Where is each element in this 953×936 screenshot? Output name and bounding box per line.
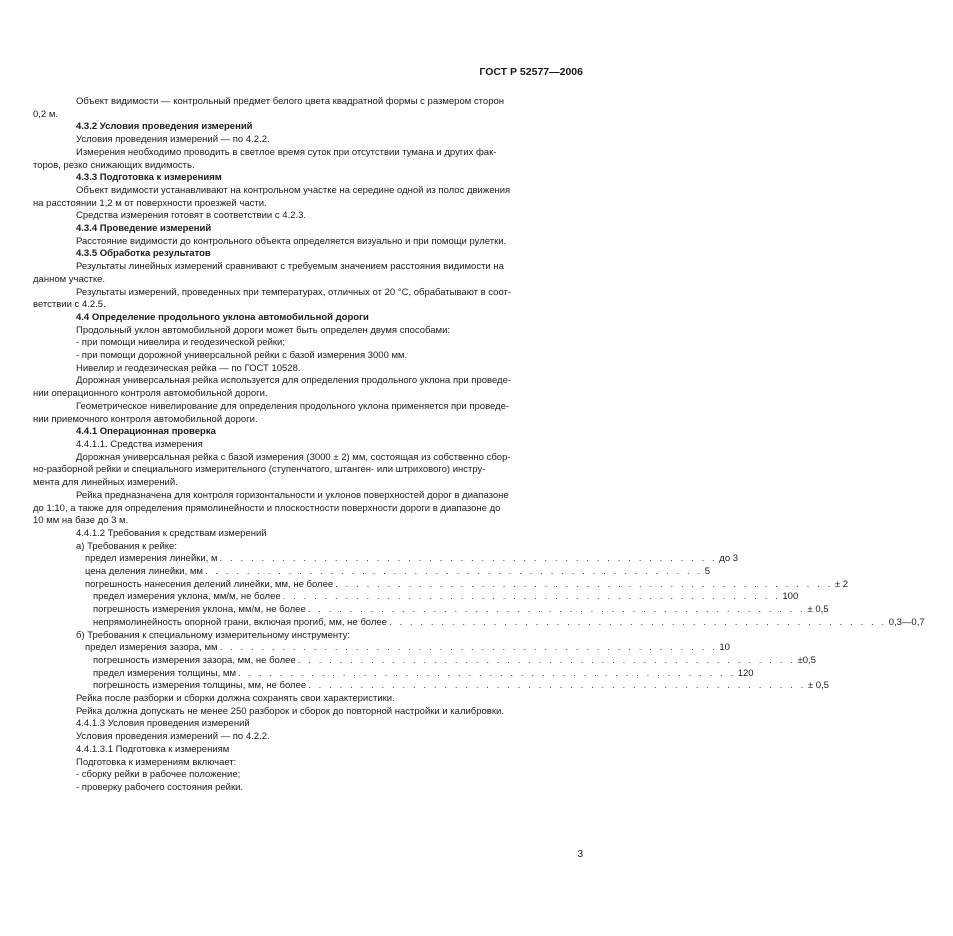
paragraph-line: 0,2 м.	[33, 108, 59, 120]
spec-row	[33, 566, 710, 579]
dot-leader: . . . . . . . . . . . . . . . . . . . . . . . . . . . . . . . . . . . . . . . . . . . . . . . .	[219, 553, 718, 565]
spec-value: ± 0,5	[807, 604, 829, 616]
tool-spec-list	[33, 642, 829, 693]
paragraph-line: 10 мм на базе до 3 м.	[33, 515, 129, 527]
paragraph-line: Рейка предназначена для контроля горизонтальности и уклонов поверхностей дорог в диапазоне	[76, 489, 509, 501]
paragraph-line: ветствии с 4.2.5.	[33, 299, 106, 311]
spec-value: ± 0,5	[807, 680, 829, 692]
spec-label: цена деления линейки, мм	[85, 566, 203, 578]
paragraph-line: нии операционного контроля автомобильной дороги.	[33, 388, 268, 400]
paragraph-line: нии приемочного контроля автомобильной дороги.	[33, 413, 258, 425]
spec-value: 120	[737, 667, 754, 679]
list-heading: а) Требования к рейке:	[76, 540, 177, 552]
spec-value: 5	[704, 566, 710, 578]
list-item: - при помощи дорожной универсальной рейки с базой измерения 3000 мм.	[76, 350, 408, 362]
list-item: - сборку рейки в рабочее положение;	[76, 769, 241, 781]
dot-leader: . . . . . . . . . . . . . . . . . . . . . . . . . . . . . . . . . . . . . . . . . . . . . . . .	[282, 591, 781, 603]
subsection-heading: 4.4.1.2 Требования к средствам измерений	[76, 527, 267, 539]
paragraph-line: до 1:10, а также для определения прямолинейности и плоскостности поверхности дороги в диапазоне до	[33, 502, 501, 514]
spec-label: непрямолинейность опорной грани, включая прогиб, мм, не более	[93, 616, 387, 628]
spec-value: ±0,5	[797, 654, 816, 666]
spec-row	[33, 591, 799, 604]
paragraph-line: Подготовка к измерениям включает:	[76, 756, 237, 768]
spec-row	[33, 578, 849, 592]
list-heading: б) Требования к специальному измерительному инструменту:	[76, 629, 351, 641]
spec-label: погрешность измерения зазора, мм, не более	[93, 654, 296, 666]
paragraph-line: Расстояние видимости до контрольного объекта определяется визуально и при помощи рулетки.	[76, 235, 507, 247]
dot-leader: . . . . . . . . . . . . . . . . . . . . . . . . . . . . . . . . . . . . . . . . . . . . . . . .	[297, 654, 796, 666]
dot-leader: . . . . . . . . . . . . . . . . . . . . . . . . . . . . . . . . . . . . . . . . . . . . . . . .	[237, 667, 736, 679]
paragraph-line: Измерения необходимо проводить в светлое время суток при отсутствии тумана и других фак-	[76, 146, 497, 158]
spec-value: 10	[719, 642, 730, 654]
paragraph-line: данном участке.	[33, 273, 106, 285]
paragraph-line: Условия проведения измерений — по 4.2.2.	[76, 731, 270, 743]
paragraph-line: Нивелир и геодезическая рейка — по ГОСТ 10528.	[76, 362, 301, 374]
spec-row	[33, 654, 816, 668]
document-body	[33, 96, 925, 795]
paragraph-line: Результаты линейных измерений сравнивают с требуемым значением расстояния видимости на	[76, 261, 504, 273]
section-heading: 4.3.5 Обработка результатов	[76, 248, 211, 260]
dot-leader: . . . . . . . . . . . . . . . . . . . . . . . . . . . . . . . . . . . . . . . . . . . . . . . .	[308, 680, 806, 692]
paragraph-line: Результаты измерений, проведенных при температурах, отличных от 20 °С, обрабатывают в соот-	[76, 286, 512, 298]
rail-spec-list	[33, 553, 925, 629]
paragraph-line: Дорожная универсальная рейка с базой измерения (3000 ± 2) мм, состоящая из собственно сбор-	[76, 451, 511, 463]
subsection-heading: 4.4.1.3 Условия проведения измерений	[76, 718, 250, 730]
paragraph-line: Объект видимости — контрольный предмет белого цвета квадратной формы с размером сторон	[76, 96, 505, 107]
paragraph-line: Геометрическое нивелирование для определения продольного уклона применяется при проведе-	[76, 400, 510, 412]
spec-label: погрешность нанесения делений линейки, мм, не более	[85, 578, 334, 590]
paragraph-line: Продольный уклон автомобильной дороги может быть определен двумя способами:	[76, 324, 451, 336]
paragraph-line: Рейка после разборки и сборки должна сохранять свои характеристики.	[76, 693, 395, 705]
spec-row	[33, 553, 739, 566]
list-item: - проверку рабочего состояния рейки.	[76, 781, 244, 793]
paragraph-line: но-разборной рейки и специального измерительного (ступенчатого, штанген- или штрихового) инстру-	[33, 464, 486, 476]
paragraph-line: Средства измерения готовят в соответствии с 4.2.3.	[76, 210, 307, 222]
spec-label: предел измерения толщины, мм	[93, 667, 236, 679]
spec-row	[33, 604, 829, 617]
spec-label: погрешность измерения уклона, мм/м, не более	[93, 604, 306, 616]
dot-leader: . . . . . . . . . . . . . . . . . . . . . . . . . . . . . . . . . . . . . . . . . . . . . . . .	[335, 578, 833, 590]
paragraph-line: Объект видимости устанавливают на контрольном участке на середине одной из полос движения	[76, 184, 511, 196]
dot-leader: . . . . . . . . . . . . . . . . . . . . . . . . . . . . . . . . . . . . . . . . . . . . . . . .	[388, 616, 887, 628]
paragraph-line: Дорожная универсальная рейка используется для определения продольного уклона при проведе-	[76, 375, 512, 387]
paragraph-line: на расстоянии 1,2 м от поверхности проезжей части.	[33, 197, 267, 209]
spec-row	[33, 642, 730, 655]
spec-value: 0,3—0,7	[888, 616, 925, 628]
section-heading: 4.4.1 Операционная проверка	[76, 426, 216, 438]
spec-label: предел измерения линейки, м	[85, 553, 218, 565]
subsection-heading: 4.4.1.1. Средства измерения	[76, 438, 203, 450]
section-heading: 4.4 Определение продольного уклона автомобильной дороги	[76, 311, 369, 323]
spec-row	[33, 680, 829, 693]
page-number: 3	[577, 849, 583, 860]
dot-leader: . . . . . . . . . . . . . . . . . . . . . . . . . . . . . . . . . . . . . . . . . . . . . . . .	[204, 566, 703, 578]
document-code: ГОСТ Р 52577—2006	[479, 66, 583, 78]
list-item: - при помощи нивелира и геодезической рейки;	[76, 337, 285, 349]
paragraph-line: Условия проведения измерений — по 4.2.2.	[76, 134, 270, 146]
paragraph-line: Рейка должна допускать не менее 250 разборок и сборок до повторной настройки и калибровки.	[76, 705, 504, 717]
section-heading: 4.3.2 Условия проведения измерений	[76, 121, 253, 133]
paragraph-line: торов, резко снижающих видимость.	[33, 159, 195, 171]
dot-leader: . . . . . . . . . . . . . . . . . . . . . . . . . . . . . . . . . . . . . . . . . . . . . . . .	[307, 604, 806, 616]
spec-label: предел измерения уклона, мм/м, не более	[93, 591, 281, 603]
paragraph-line: мента для линейных измерений.	[33, 477, 178, 489]
spec-row	[33, 616, 925, 630]
spec-row	[33, 667, 754, 681]
section-heading: 4.3.4 Проведение измерений	[76, 223, 212, 235]
dot-leader: . . . . . . . . . . . . . . . . . . . . . . . . . . . . . . . . . . . . . . . . . . . . . . . .	[219, 642, 718, 654]
subsection-heading: 4.4.1.3.1 Подготовка к измерениям	[76, 743, 230, 755]
section-heading: 4.3.3 Подготовка к измерениям	[76, 172, 222, 184]
spec-value: 100	[782, 591, 799, 603]
spec-label: погрешность измерения толщины, мм, не более	[93, 680, 307, 692]
spec-label: предел измерения зазора, мм	[85, 642, 218, 654]
spec-value: ± 2	[834, 578, 849, 590]
spec-value: до 3	[719, 553, 739, 565]
